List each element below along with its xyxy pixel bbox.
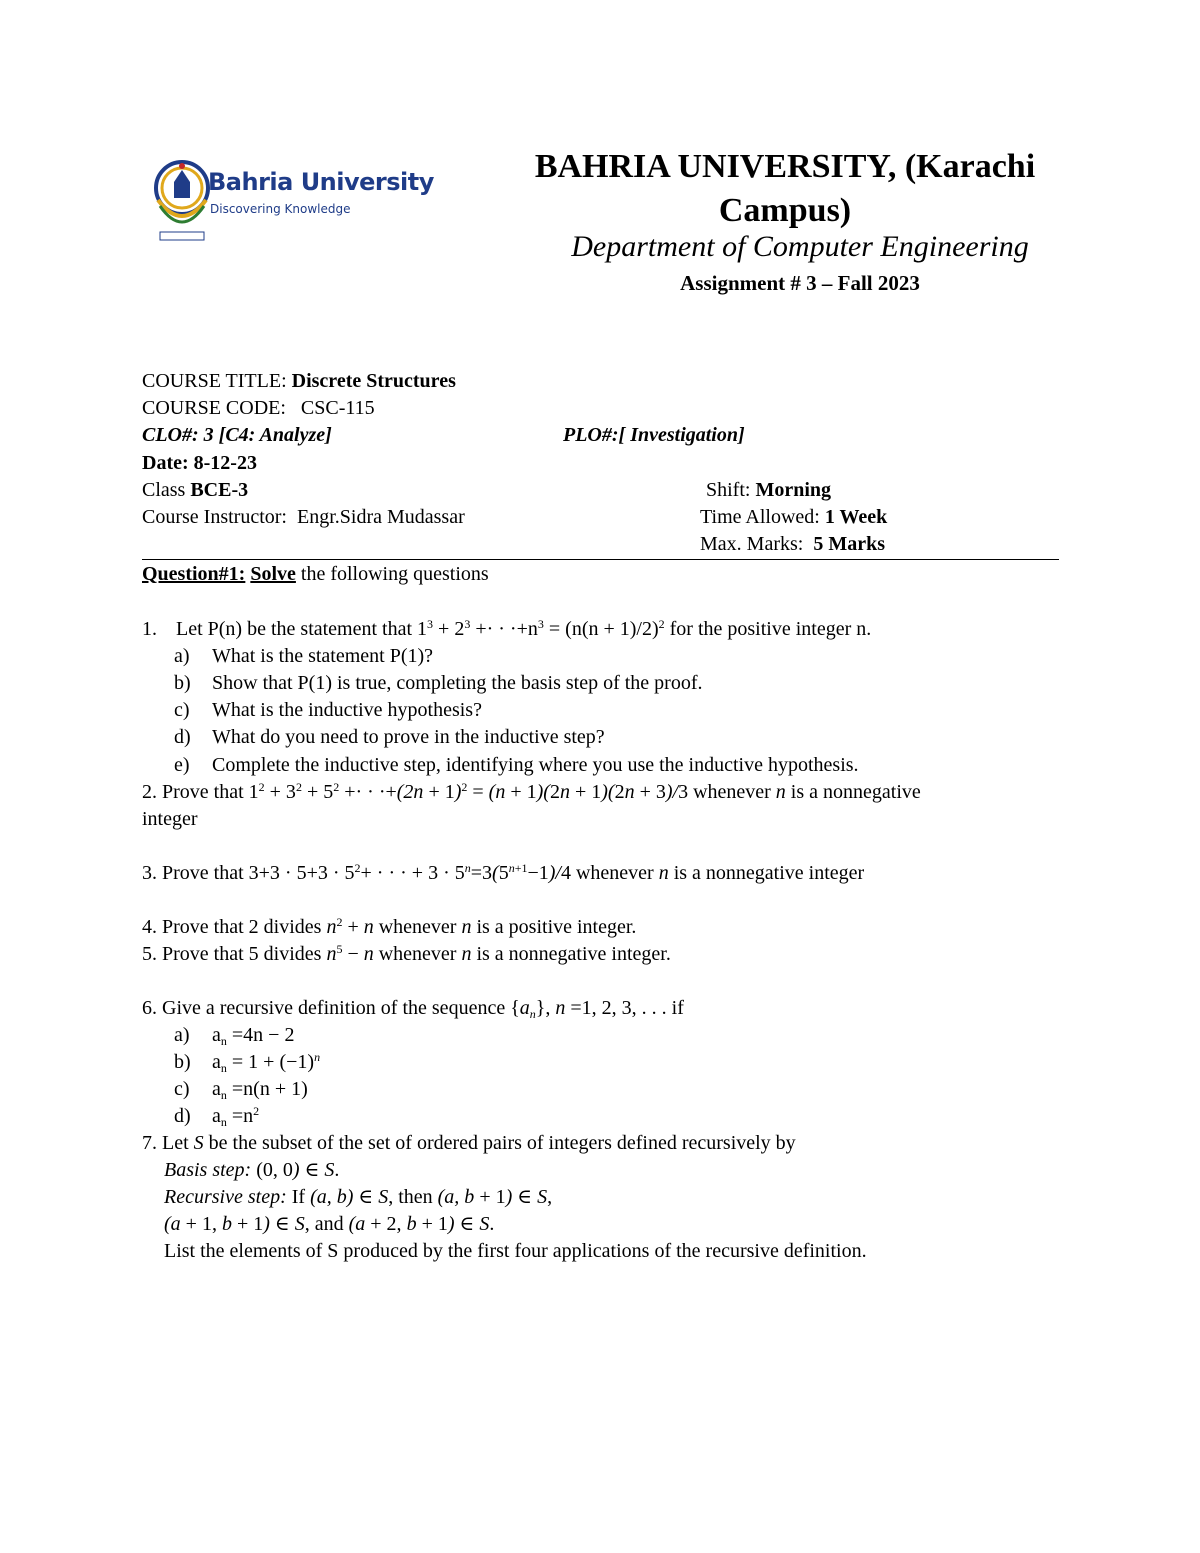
- university-name-line1: BAHRIA UNIVERSITY, (Karachi: [534, 148, 1036, 185]
- department-title: Department of Computer Engineering: [571, 230, 1029, 263]
- max-marks-row: [700, 531, 885, 557]
- q1-b-text: Show that P(1) is true, completing the basis step of the proof.: [212, 672, 703, 694]
- q1-e-letter: e): [174, 754, 190, 776]
- date-label: Date: 8-12-23: [142, 452, 257, 474]
- q7-final: List the elements of S produced by the first four applications of the recursive definition.: [164, 1240, 867, 1262]
- q2-stem: 2. Prove that $1^2 + 3^2 + 5^2$ +· · $\cdot+(2n + 1)^2 = (n + 1)(2n + 1)(2n + 3)/3$ whenever n is a nonnegative: [142, 780, 921, 803]
- course-code-row: [142, 395, 375, 421]
- course-title-value: Discrete Structures: [291, 370, 456, 392]
- shift-value: Morning: [755, 479, 832, 501]
- q1-stem: 1. Let P(n) be the statement that $1^3 + 2^3$ +· · $\cdot+n^3 = (n(n + 1)/2)^2$ for the positive integer n.: [142, 617, 872, 640]
- q1-part-b: [174, 670, 703, 696]
- instructor-label: Course Instructor:: [142, 506, 287, 528]
- max-marks-label: Max. Marks:: [700, 533, 804, 555]
- q6-part-d: d) $a_n =n^2$: [174, 1104, 260, 1129]
- university-name-line2: Campus): [718, 192, 852, 229]
- question-heading: [142, 561, 489, 587]
- q1-a-letter: a): [174, 645, 190, 667]
- q3-stem: 3. Prove that $3+3 \cdot 5+3 \cdot 5^2+$ · · · + $3 \cdot 5^n=3(5^{n+1}-1)/4$ whenever n is a nonnegative integer: [142, 861, 865, 884]
- q1-c-text: What is the inductive hypothesis?: [212, 699, 482, 721]
- q7-recursive-cont: (a + 1, b + 1) ∈ S, and (a + 2, b + 1) ∈ S.: [164, 1213, 495, 1235]
- shift-label: Shift:: [706, 479, 751, 501]
- q6-stem: 6. Give a recursive definition of the sequence $\{a_n\}$, n =1, 2, 3, . . . if: [142, 997, 684, 1021]
- time-allowed-label: Time Allowed:: [700, 506, 820, 528]
- class-value: BCE-3: [190, 479, 249, 501]
- max-marks-value: 5 Marks: [813, 533, 885, 555]
- q1-number: 1.: [142, 618, 157, 640]
- q1-part-c: [174, 697, 482, 723]
- university-logo: [152, 140, 434, 246]
- q1-d-letter: d): [174, 726, 191, 748]
- class-row: [142, 477, 248, 503]
- q7-stem: 7. Let S be the subset of the set of ordered pairs of integers defined recursively by: [142, 1132, 796, 1154]
- time-allowed-row: [700, 504, 887, 530]
- time-allowed-value: 1 Week: [824, 506, 888, 528]
- course-title-row: [142, 368, 456, 394]
- shift-row: [706, 477, 831, 503]
- q1-e-text: Complete the inductive step, identifying where you use the inductive hypothesis.: [212, 754, 859, 776]
- q7-basis: Basis step: (0, 0) ∈ S.: [164, 1159, 340, 1181]
- q2-continuation: integer: [142, 808, 198, 830]
- q7-recursive: Recursive step: If (a, b) ∈ S, then (a, b + 1) ∈ S,: [164, 1186, 553, 1208]
- logo-tagline: Discovering Knowledge: [210, 202, 351, 216]
- q6-part-c: c) $a_n =n(n + 1)$: [174, 1078, 308, 1102]
- q6-a-letter: a): [174, 1024, 190, 1046]
- course-title-label: COURSE TITLE:: [142, 370, 287, 392]
- assignment-title: Assignment # 3 – Fall 2023: [680, 271, 920, 295]
- course-code-label: COURSE CODE:: [142, 397, 286, 419]
- question-label: Question#1:: [142, 563, 246, 585]
- q4-stem: 4. Prove that 2 divides $n^2 + n$ whenever n is a positive integer.: [142, 915, 637, 938]
- clo-label: CLO#: 3 [C4: Analyze]: [142, 424, 332, 446]
- q1-b-letter: b): [174, 672, 191, 694]
- plo-label: PLO#:[ Investigation]: [563, 424, 745, 446]
- q1-a-text: What is the statement P(1)?: [212, 645, 434, 667]
- q1-part-a: [174, 643, 434, 669]
- q1-part-e: [174, 752, 859, 778]
- q1-d-text: What do you need to prove in the inductive step?: [212, 726, 605, 748]
- q1-part-d: [174, 724, 605, 750]
- q1-c-letter: c): [174, 699, 190, 721]
- q6-d-letter: d): [174, 1105, 191, 1127]
- q6-c-letter: c): [174, 1078, 190, 1100]
- class-label: Class: [142, 479, 186, 501]
- header-divider: [142, 559, 1059, 560]
- q5-stem: 5. Prove that 5 divides $n^5 - n$ whenever n is a nonnegative integer.: [142, 942, 671, 965]
- q6-part-a: a) $a_n =4n - 2$: [174, 1024, 295, 1048]
- q6-b-letter: b): [174, 1051, 191, 1073]
- logo-wordmark: Bahria University: [208, 168, 434, 196]
- instructor-value: Engr.Sidra Mudassar: [296, 506, 465, 528]
- university-crest-icon: [152, 140, 212, 246]
- question-bold-word: Solve: [250, 563, 296, 585]
- question-rest: the following questions: [300, 563, 489, 585]
- course-code-value: CSC-115: [300, 397, 375, 419]
- instructor-row: [142, 504, 465, 530]
- q6-part-b: b) $a_n = 1 + (-1)^n$: [174, 1050, 321, 1075]
